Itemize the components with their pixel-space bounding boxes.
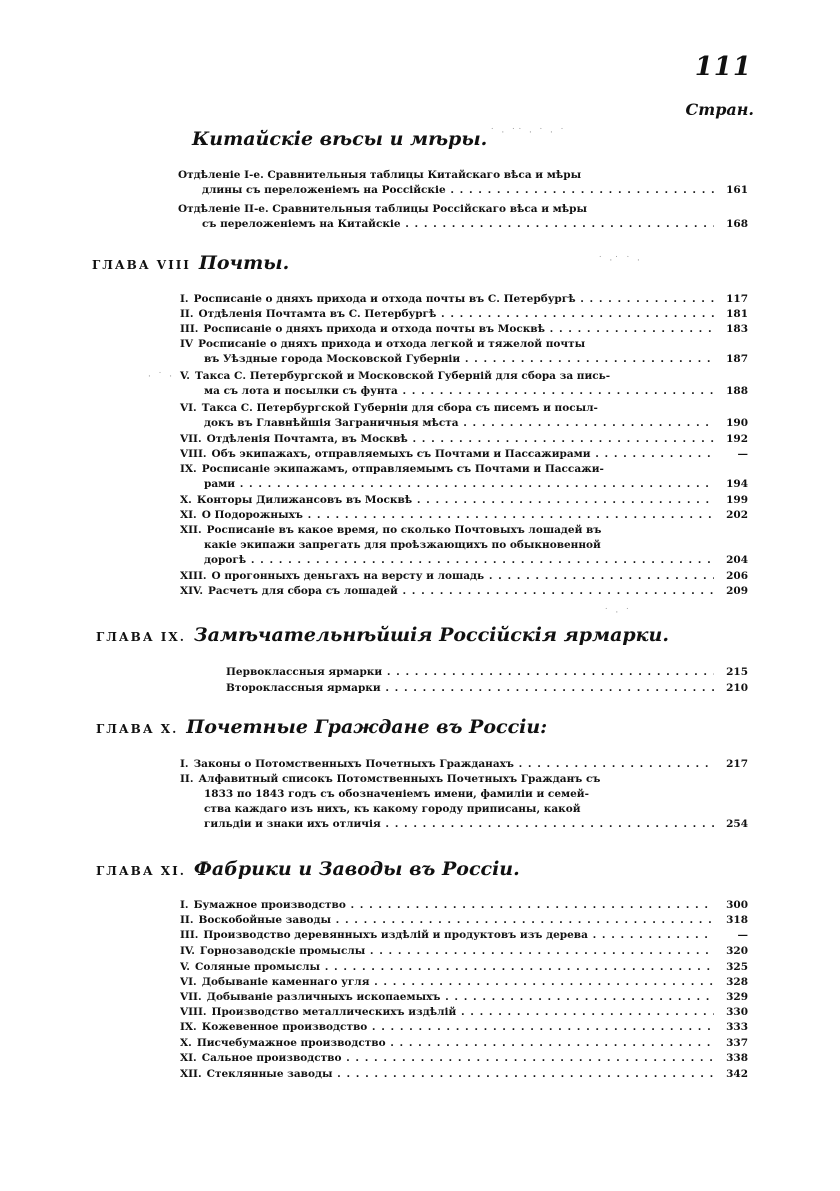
entry-number: XI. <box>180 1052 197 1064</box>
entry-page: 204 <box>726 554 748 566</box>
entry-page: 329 <box>726 991 748 1003</box>
entry-page: 328 <box>726 976 748 988</box>
entry-line: дорогѣ . . . <box>204 553 714 568</box>
entry-line: докъ въ Главнѣйшія Заграничныя мѣста . . . <box>204 416 714 431</box>
entry-text: Воскобойные заводы <box>198 914 332 926</box>
chapter-title: Фабрики и Заводы въ Россіи. <box>193 858 520 880</box>
entry-number: III. <box>180 929 199 941</box>
toc-entry <box>180 1051 748 1066</box>
entry-text: Производство металлическихъ издѣлій <box>211 1006 457 1018</box>
chapter-heading <box>96 716 547 738</box>
scan-noise: ˙ · ˙ <box>604 608 632 618</box>
entry-page: 187 <box>726 353 748 365</box>
entry-text: Второклассныя ярмарки . . . <box>226 681 714 696</box>
entry-number: XIII. <box>180 570 207 582</box>
chapter-label: ГЛАВА IX. <box>96 630 186 644</box>
entry-number: V. <box>180 961 190 973</box>
toc-entry <box>180 898 748 913</box>
entry-text: Отдѣленія Почтамта въ С. Петербургѣ <box>198 308 437 320</box>
entry-number: IV. <box>180 945 195 957</box>
entry-page: — <box>737 448 748 460</box>
entry-line: Такса С. Петербургской и Московской Губерній для сбора за пись- <box>194 370 611 382</box>
toc-entry <box>180 944 748 959</box>
entry-number: IX. <box>180 463 197 475</box>
entry-number: I. <box>180 293 189 305</box>
scan-noise: · ˙ · <box>148 372 174 382</box>
toc-entry <box>180 1005 748 1020</box>
page-number: 111 <box>694 52 752 82</box>
entry-number: VI. <box>180 402 197 414</box>
toc-entry <box>180 1020 748 1035</box>
toc-entry <box>180 401 748 431</box>
entry-page: 320 <box>726 945 748 957</box>
chapter-label: ГЛАВА X. <box>96 722 179 736</box>
entry-page: 202 <box>726 509 748 521</box>
entry-line: гильдіи и знаки ихъ отличія . . . <box>204 817 714 832</box>
entry-number: XII. <box>180 524 202 536</box>
entry-page: 325 <box>726 961 748 973</box>
entry-page: 161 <box>726 184 748 196</box>
toc-entry <box>180 432 748 447</box>
toc-entry <box>180 913 748 928</box>
entry-number: X. <box>180 494 192 506</box>
entry-number: I. <box>180 758 189 770</box>
entry-page: 188 <box>726 385 748 397</box>
entry-text: Росписаніе о дняхъ прихода и отхода почты въ С. Петербургѣ <box>193 293 576 305</box>
chapter-heading <box>92 252 289 274</box>
toc-entry <box>226 681 748 696</box>
entry-text: Росписаніе о дняхъ прихода и отхода почты въ Москвѣ <box>203 323 545 335</box>
chapter-heading <box>96 858 520 880</box>
toc-entry <box>180 928 748 943</box>
entry-page: 217 <box>726 758 748 770</box>
toc-entry <box>180 493 748 508</box>
entry-number: V. <box>180 370 190 382</box>
entry-line: Росписаніе экипажамъ, отправляемымъ съ Почтами и Пассажи- <box>201 463 604 475</box>
entry-text: Добываніе различныхъ ископаемыхъ <box>206 991 441 1003</box>
entry-text: Первоклассныя ярмарки . . . <box>226 665 714 680</box>
toc-entry <box>180 584 748 599</box>
entry-text: Отдѣленія Почтамта, въ Москвѣ <box>206 433 408 445</box>
entry-number: VII. <box>180 433 202 445</box>
entry-number: VIII. <box>180 448 207 460</box>
toc-entry <box>180 447 748 462</box>
entry-number: II. <box>180 773 194 785</box>
entry-page: 318 <box>726 914 748 926</box>
entry-line: съ переложеніемъ на Китайскіе . . . <box>202 217 714 232</box>
chapter-label: ГЛАВА VIII <box>92 258 191 272</box>
entry-number: IV <box>180 338 194 350</box>
entry-page: 168 <box>726 218 748 230</box>
entry-page: 199 <box>726 494 748 506</box>
toc-entry <box>178 202 748 232</box>
entry-text: О Подорожныхъ <box>201 509 303 521</box>
entry-number: II. <box>180 308 194 320</box>
chapter-title: Почетные Граждане въ Россіи: <box>186 716 548 738</box>
entry-line: Отдѣленіе I-е. Сравнительныя таблицы Китайскаго вѣса и мѣры <box>178 169 582 181</box>
entry-number: IX. <box>180 1021 197 1033</box>
toc-entry <box>180 960 748 975</box>
toc-entry <box>180 369 748 399</box>
page-column-label: Стран. <box>685 100 754 119</box>
toc-entry <box>180 569 748 584</box>
entry-line: ма съ лота и посылки съ фунта . . . <box>204 384 714 399</box>
entry-number: III. <box>180 323 199 335</box>
entry-page: 300 <box>726 899 748 911</box>
entry-number: I. <box>180 899 189 911</box>
entry-page: 192 <box>726 433 748 445</box>
scan-noise: ˙ · ˙˙ · ˙ · ˙ <box>490 128 567 138</box>
entry-page: 210 <box>726 682 748 694</box>
entry-line: рами . . . <box>204 477 714 492</box>
entry-number: II. <box>180 914 194 926</box>
entry-page: 209 <box>726 585 748 597</box>
toc-entry <box>180 462 748 492</box>
toc-entry <box>180 292 748 307</box>
entry-page: 181 <box>726 308 748 320</box>
entry-number: VII. <box>180 991 202 1003</box>
entry-page: — <box>737 929 748 941</box>
entry-number: VI. <box>180 976 197 988</box>
entry-line: Росписаніе въ какое время, по сколько Почтовыхъ лошадей въ <box>206 524 602 536</box>
entry-text: Писчебумажное производство <box>196 1037 386 1049</box>
entry-number: XIV. <box>180 585 204 597</box>
entry-line: ства каждаго изъ нихъ, къ какому городу приписаны, какой <box>204 803 581 815</box>
toc-entry <box>226 665 748 680</box>
toc-entry <box>180 1067 748 1082</box>
entry-text: Соляные промыслы <box>194 961 321 973</box>
entry-line: Алфавитный списокъ Потомственныхъ Почетныхъ Гражданъ съ <box>198 773 601 785</box>
entry-page: 215 <box>726 666 748 678</box>
toc-entry <box>180 307 748 322</box>
entry-text: Производство деревянныхъ издѣлій и продуктовъ изъ дерева <box>203 929 588 941</box>
entry-line: длины съ переложеніемъ на Россійскіе . . . <box>202 183 714 198</box>
entry-number: X. <box>180 1037 192 1049</box>
entry-line: Такса С. Петербургской Губерніи для сбора съ писемъ и посыл- <box>201 402 598 414</box>
entry-number: VIII. <box>180 1006 207 1018</box>
entry-page: 206 <box>726 570 748 582</box>
entry-line: 1833 по 1843 годъ съ обозначеніемъ имени, фамиліи и семей- <box>204 788 589 800</box>
toc-entry <box>180 1036 748 1051</box>
toc-entry <box>180 772 748 832</box>
entry-text: Стеклянные заводы <box>206 1068 333 1080</box>
entry-line: въ Уѣздные города Московской Губерніи . . . <box>204 352 714 367</box>
entry-text: Добываніе каменнаго угля <box>201 976 370 988</box>
entry-text: Кожевенное производство <box>201 1021 368 1033</box>
toc-entry <box>180 508 748 523</box>
entry-page: 194 <box>726 478 748 490</box>
scan-noise: ˙ ·˙ ˙ · <box>598 256 642 266</box>
entry-line: Отдѣленіе II-е. Сравнительныя таблицы Россійскаго вѣса и мѣры <box>178 203 588 215</box>
toc-entry <box>180 523 748 568</box>
entry-line: Росписаніе о дняхъ прихода и отхода легкой и тяжелой почты <box>198 338 586 350</box>
entry-text: Бумажное производство <box>193 899 346 911</box>
entry-text: Законы о Потомственныхъ Почетныхъ Гражданахъ <box>193 758 514 770</box>
section-title-chinese-weights: Китайскіе вѣсы и мѣры. <box>192 128 488 150</box>
toc-entry <box>180 975 748 990</box>
chapter-title: Замѣчательнѣйшія Россійскія ярмарки. <box>193 624 669 646</box>
toc-entry <box>180 757 748 772</box>
entry-page: 117 <box>726 293 748 305</box>
entry-page: 342 <box>726 1068 748 1080</box>
entry-text: Расчетъ для сбора съ лошадей <box>208 585 398 597</box>
toc-entry <box>180 337 748 367</box>
entry-number: XII. <box>180 1068 202 1080</box>
entry-line: какіе экипажи запрегать для проѣзжающихъ по обыкновенной <box>204 539 601 551</box>
entry-text: Конторы Дилижансовъ въ Москвѣ <box>196 494 413 506</box>
toc-entry <box>180 990 748 1005</box>
entry-text: Сальное производство <box>201 1052 342 1064</box>
entry-page: 337 <box>726 1037 748 1049</box>
entry-page: 330 <box>726 1006 748 1018</box>
entry-page: 254 <box>726 818 748 830</box>
entry-page: 333 <box>726 1021 748 1033</box>
chapter-title: Почты. <box>198 252 290 274</box>
entry-page: 183 <box>726 323 748 335</box>
entry-page: 190 <box>726 417 748 429</box>
entry-page: 338 <box>726 1052 748 1064</box>
entry-text: О прогонныхъ деньгахъ на версту и лошадь <box>211 570 485 582</box>
chapter-label: ГЛАВА XI. <box>96 864 186 878</box>
entry-number: XI. <box>180 509 197 521</box>
toc-entry <box>178 168 748 198</box>
toc-entry <box>180 322 748 337</box>
entry-text: Объ экипажахъ, отправляемыхъ съ Почтами и Пассажирами <box>211 448 591 460</box>
chapter-heading <box>96 624 669 646</box>
entry-text: Горнозаводскіе промыслы <box>199 945 366 957</box>
